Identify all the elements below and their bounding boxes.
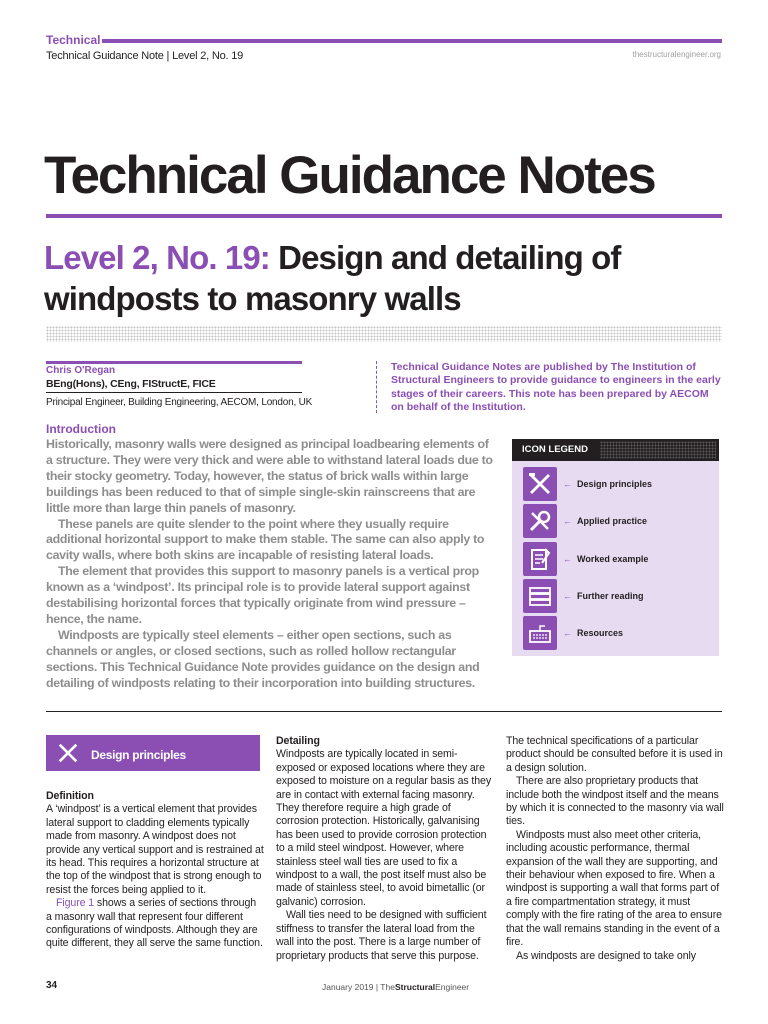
footer-issue — [322, 982, 469, 992]
legend-label: Further reading — [577, 591, 644, 601]
publication-blurb: Technical Guidance Notes are published by The Institution of Structural Engineers to provide guidance to engineers in the early stages of their careers. This note has been prepared by AECOM on behalf of the Institution. — [391, 361, 721, 413]
section-rule — [46, 711, 722, 712]
arrow-left-icon: ← — [563, 591, 572, 601]
column-paragraph: The technical specifications of a particular product should be consulted before it is used in a design solution. — [506, 735, 723, 774]
intro-paragraph: These panels are quite slender to the point where they usually require additional horizontal support to make them stable. The same can also apply to cavity walls, where both skins are incapable of resisting lateral loads. — [46, 516, 485, 563]
applied-practice-icon — [523, 504, 557, 538]
article-title-text: Design and detailing of windposts to masonry walls — [44, 239, 621, 317]
legend-title: ICON LEGEND — [512, 439, 719, 461]
footer-date: January 2019 | The — [322, 982, 395, 992]
legend-item-applied-practice — [523, 504, 713, 538]
worked-example-icon — [523, 542, 557, 576]
banner-label: Design principles — [91, 748, 186, 762]
figure-paragraph — [46, 897, 264, 951]
column-paragraph: As windposts are designed to take only — [516, 949, 696, 962]
detailing-column — [276, 735, 494, 963]
header-subtitle: Technical Guidance Note | Level 2, No. 19 — [46, 50, 244, 62]
blurb-bar — [376, 361, 377, 413]
legend-item-design-principles — [523, 467, 713, 501]
figure-text: shows a series of sections through a masonry wall that represent four different configurations of windposts. Although they are quite different, they all serve the same function. — [46, 897, 263, 950]
detailing-paragraph: Windposts are typically located in semi-exposed or exposed locations where they are exposed to moisture on a regular basis as they are in contact with external facing masonry. They therefore require a high grade of corrosion protection. Historically, galvanising has been used to provide corrosion protection to a mild steel windpost. However, where stainless steel wall ties are used to fix a windpost to a wall, the post itself must also be made of stainless steel, to avoid bimetallic (or galvanic) corrosion. — [276, 748, 492, 908]
intro-heading: Introduction — [46, 422, 116, 436]
header-rule — [46, 39, 722, 43]
arrow-left-icon: ← — [563, 628, 572, 638]
intro-paragraph: Windposts are typically steel elements – either open sections, such as channels or angles, or closed sections, such as rolled hollow rectangular sections. This Technical Guidance Note provides guidance on the design and detailing of windposts relating to their incorporation into building structures. — [46, 627, 480, 690]
page-title: Technical Guidance Notes — [44, 146, 655, 205]
legend-label: Applied practice — [577, 516, 648, 526]
footer-brand-end: Engineer — [435, 982, 470, 992]
design-principles-icon — [56, 741, 80, 765]
intro-text — [46, 437, 494, 692]
legend-label: Design principles — [577, 479, 653, 489]
legend-dots — [600, 441, 716, 459]
column-paragraph: Windposts must also meet other criteria, including acoustic performance, thermal expansion of the wall they are supporting, and their behaviour when exposed to fire. When a windpost is supporting a wall that forms part of a fire compartmentation strategy, it must comply with the fire rating of the area to ensure that the wall remains standing in the event of a fire. — [506, 828, 722, 949]
design-principles-icon — [523, 467, 557, 501]
arrow-left-icon: ← — [563, 479, 572, 489]
author-qualifications: BEng(Hons), CEng, FIStructE, FICE — [46, 378, 216, 390]
footer-brand-bold: Structural — [394, 982, 436, 992]
figure-link[interactable]: Figure 1 — [56, 897, 95, 910]
intro-paragraph: The element that provides this support to masonry panels is a vertical prop known as a ‘windpost’. Its principal role is to provide lateral support against destabilising horizontal forces that typically originate from wind pressure – hence, the name. — [46, 564, 479, 626]
arrow-left-icon: ← — [563, 516, 572, 526]
legend-label: Worked example — [577, 554, 649, 564]
resources-icon — [523, 616, 557, 650]
third-column — [506, 735, 724, 963]
design-principles-column — [46, 790, 264, 951]
legend-item-resources — [523, 616, 713, 650]
title-rule — [46, 214, 722, 218]
detailing-heading: Detailing — [276, 735, 320, 747]
definition-heading: Definition — [46, 790, 94, 802]
section-label: Technical — [46, 33, 101, 47]
definition-text: A ‘windpost’ is a vertical element that provides lateral support to cladding elements typically made from masonry. A windpost does not provide any vertical support and is restrained at its head. This requires a horizontal structure at the top of the windpost that is strong enough to resist the forces being applied to it. — [46, 803, 264, 896]
legend-item-worked-example — [523, 542, 713, 576]
author-divider — [46, 392, 302, 393]
further-reading-icon — [523, 579, 557, 613]
author-rule — [46, 361, 302, 364]
article-title — [44, 237, 724, 319]
dotted-divider — [46, 326, 722, 342]
article-level: Level 2, No. 19: — [44, 239, 270, 276]
page-number: 34 — [46, 980, 58, 991]
author-role: Principal Engineer, Building Engineering, AECOM, London, UK — [46, 397, 313, 408]
detailing-paragraph: Wall ties need to be designed with sufficient stiffness to transfer the lateral load from the wall into the post. There is a large number of proprietary products that serve this purpose. — [276, 909, 487, 962]
intro-paragraph: Historically, masonry walls were designed as principal loadbearing elements of a structure. They were very thick and were able to withstand lateral loads due to their stocky geometry. Today, however, the status of brick walls within large buildings has been reduced to that of simple single-skin rainscreens that are little more than large thin panels of masonry. — [46, 437, 493, 515]
legend-label: Resources — [577, 628, 624, 638]
column-paragraph: There are also proprietary products that include both the windpost itself and the means by which it is connected to the masonry via wall ties. — [506, 775, 724, 828]
legend-item-further-reading — [523, 579, 713, 613]
author-name: Chris O'Regan — [46, 365, 116, 376]
site-url[interactable]: thestructuralengineer.org — [632, 50, 721, 59]
arrow-left-icon: ← — [563, 554, 572, 564]
